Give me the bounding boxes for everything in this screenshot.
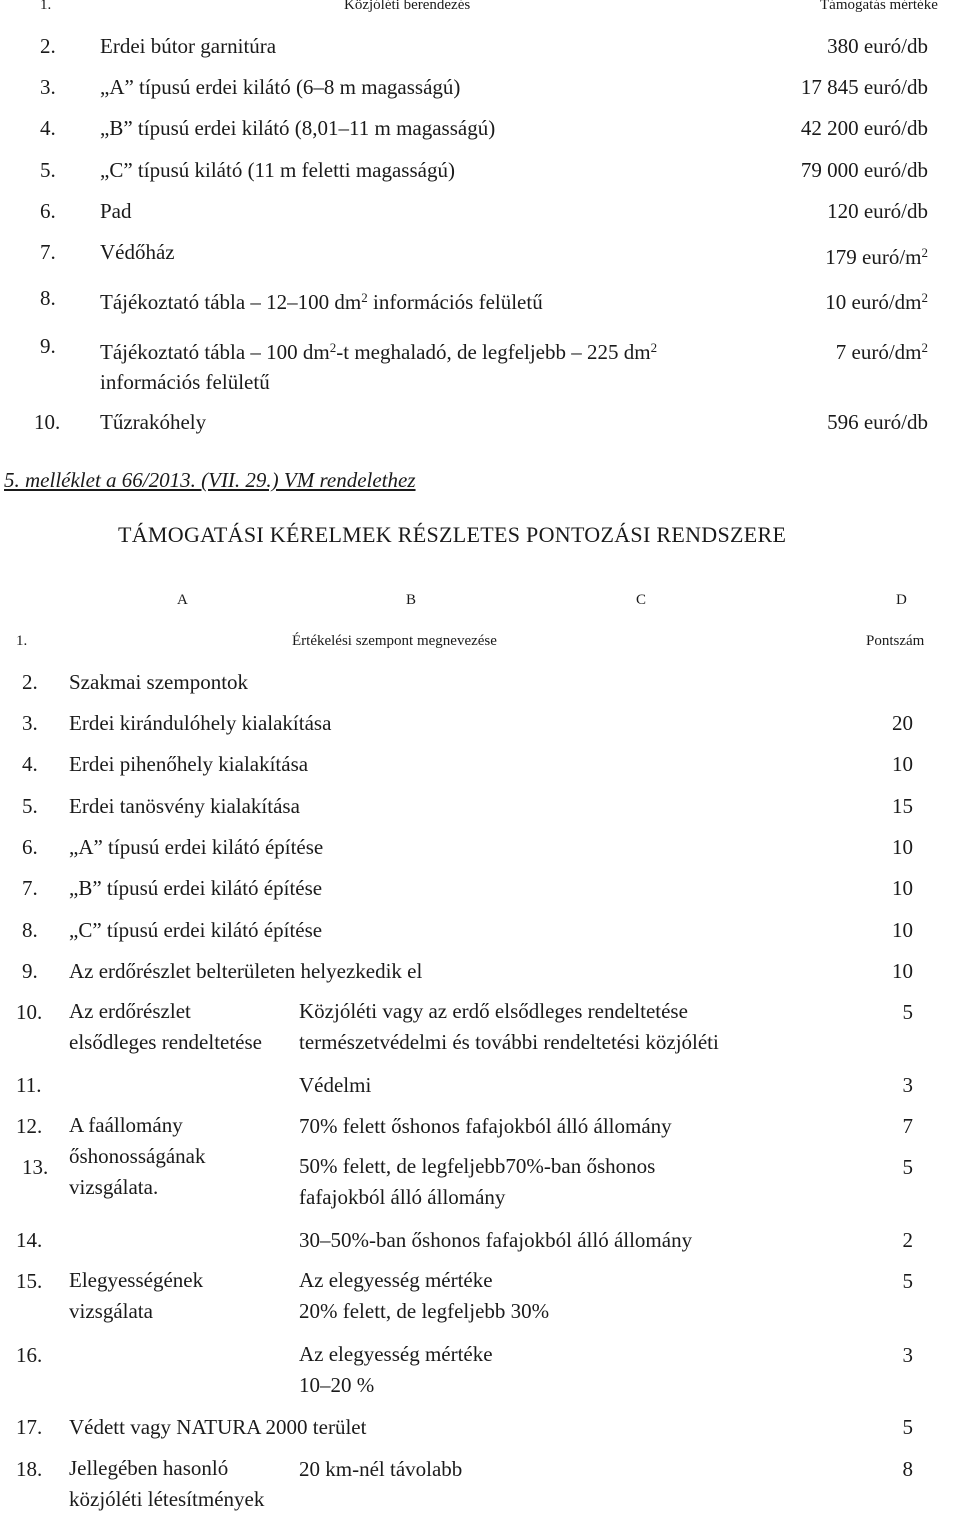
row-num: 7. [22,876,38,900]
annex-label: 5. melléklet a 66/2013. (VII. 29.) VM rendelethez [4,468,416,492]
row-condition: 30–50%-ban őshonos fafajokból álló állomány [299,1228,693,1252]
row-name-line2: információs felületű [100,370,270,394]
row-num: 10. [16,1000,43,1024]
row-criterion: Jellegében hasonló közjóléti létesítmények [69,1456,265,1511]
row-num: 15. [16,1269,43,1293]
row-criterion: Az erdőrészlet belterületen helyezkedik el [69,959,423,983]
row-num: 11. [16,1073,42,1097]
row-condition: 20 km-nél távolabb [299,1457,463,1481]
row-num: 5. [40,158,56,182]
row-num: 17. [16,1415,43,1439]
row-score: 2 [902,1228,913,1252]
row-criterion: Erdei pihenőhely kialakítása [69,752,309,776]
row-num: 9. [22,959,38,983]
row-num: 6. [22,835,38,859]
header-facility: Közjóléti berendezés [344,0,471,13]
row-condition: Az elegyesség mértéke 20% felett, de legfeljebb 30% [299,1268,550,1323]
row-criterion: Erdei tanösvény kialakítása [69,794,300,818]
row-num: 6. [40,199,56,223]
row-num: 4. [40,116,56,140]
row-score: 3 [902,1073,913,1097]
row-criterion: Elegyességének vizsgálata [69,1268,204,1323]
row-num: 10. [34,410,61,434]
row-condition: Védelmi [299,1073,372,1097]
row-condition: Az elegyesség mértéke 10–20 % [299,1342,493,1397]
row-num: 4. [22,752,38,776]
row-value: 42 200 euró/db [800,116,928,140]
row-criterion: Az erdőrészlet elsődleges rendeltetése [69,999,262,1054]
row-score: 8 [902,1457,913,1481]
row-name: Tűzrakóhely [100,410,207,434]
row-num: 9. [40,334,56,358]
header-subsidy: Támogatás mértéke [820,0,938,13]
row-criterion: „B” típusú erdei kilátó építése [69,876,323,900]
row-name: Erdei bútor garnitúra [100,34,277,58]
row-score: 10 [892,876,913,900]
row-value: 179 euró/$m^2$ [825,245,928,269]
row-value: 596 euró/db [827,410,928,434]
row-num: 12. [16,1114,43,1138]
row-score: 10 [892,752,913,776]
row-num: 5. [22,794,38,818]
row-num: 8. [40,286,56,310]
row-value: 7 euró/$dm^2$ [835,340,928,364]
row-num: 2. [40,34,56,58]
row-criterion: „A” típusú erdei kilátó építése [69,835,324,859]
row-condition: 50% felett, de legfeljebb70%-ban őshonos fafajokból álló állomány [299,1154,656,1209]
row-score: 5 [902,1415,913,1439]
col-letter-d: D [896,592,907,608]
row-score: 10 [892,918,913,942]
row-value: 79 000 euró/db [800,158,928,182]
row-name: Tájékoztató tábla – 100 $dm^2-t$ meghaladó, de legfeljebb – 225 $dm^2$ [100,340,658,364]
row-score: 5 [902,1269,913,1293]
row-num: 8. [22,918,38,942]
annex-title: TÁMOGATÁSI KÉRELMEK RÉSZLETES PONTOZÁSI RENDSZERE [118,522,787,547]
row-name: Védőház [100,240,175,264]
row-value: 380 euró/db [827,34,928,58]
col-letter-c: C [636,592,647,608]
row-condition: Közjóléti vagy az erdő elsődleges rendeltetése természetvédelmi és további rendeltetési közjóléti [299,999,719,1054]
row-num: 14. [16,1228,43,1252]
col-letter-a: A [177,592,188,608]
row-value: 10 euró/$dm^2$ [825,290,928,314]
col-letter-b: B [406,592,417,608]
header-criterion: Értékelési szempont megnevezése [292,633,497,649]
row-criterion: „C” típusú erdei kilátó építése [69,918,323,942]
row-score: 5 [902,1000,913,1024]
row-score: 10 [892,835,913,859]
row-value: 120 euró/db [827,199,928,223]
row-score: 10 [892,959,913,983]
row-score: 7 [902,1114,913,1138]
row-condition: 70% felett őshonos fafajokból álló állomány [299,1114,672,1138]
row-name: „B” típusú erdei kilátó (8,01–11 m magasságú) [100,116,496,140]
row-score: 20 [892,711,913,735]
row-criterion: Szakmai szempontok [69,670,249,694]
row-num: 18. [16,1457,43,1481]
row-criterion: Erdei kirándulóhely kialakítása [69,711,332,735]
header-num: 1. [40,0,52,13]
header-score: Pontszám [866,633,925,649]
row-criterion: Védett vagy NATURA 2000 terület [69,1415,367,1439]
row-num: 2. [22,670,38,694]
row-name: Pad [100,199,132,223]
row-criterion: A faállomány őshonosságának vizsgálata. [69,1113,206,1199]
row-num: 3. [40,75,56,99]
row-name: „A” típusú erdei kilátó (6–8 m magasságú) [100,75,461,99]
row-num: 3. [22,711,38,735]
row-score: 3 [902,1343,913,1367]
row-name: Tájékoztató tábla – 12–100 $dm^2$ információs felületű [100,290,543,314]
row-value: 17 845 euró/db [800,75,928,99]
row-num: 7. [40,240,56,264]
row-num: 16. [16,1343,43,1367]
row-score: 15 [892,794,913,818]
row-name: „C” típusú kilátó (11 m feletti magasságú) [100,158,455,182]
row-num: 13. [22,1155,49,1179]
row-score: 5 [902,1155,913,1179]
header-num: 1. [16,633,28,649]
